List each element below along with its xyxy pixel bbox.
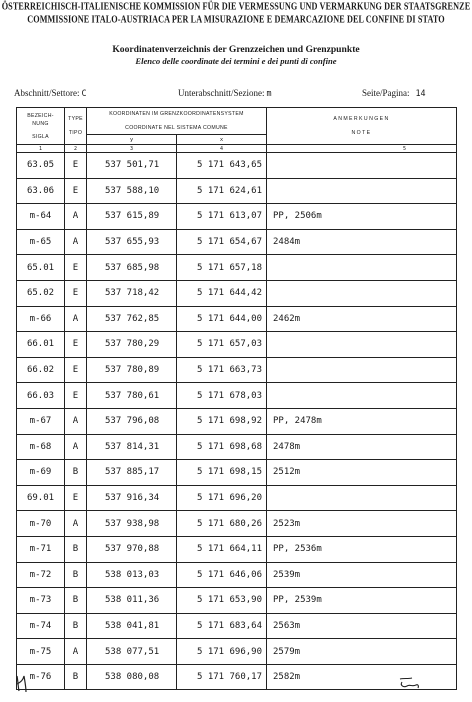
section-label: Abschnitt/Settore: (14, 88, 80, 98)
cell-note (267, 178, 457, 204)
subsection-field (178, 88, 272, 98)
cell-type: B (65, 460, 87, 486)
handwritten-signature-mark (398, 676, 420, 690)
cell-x-coordinate: 5 171 644,42 (177, 280, 267, 306)
cell-x-coordinate: 5 171 646,06 (177, 562, 267, 588)
table-row (17, 460, 457, 486)
cell-designation: m-64 (17, 204, 65, 230)
cell-designation: 69.01 (17, 485, 65, 511)
commission-title-it: COMMISSIONE ITALO-AUSTRIACA PER LA MISURAZIONE E DEMARCAZIONE DEL CONFINE DI STATO (27, 13, 445, 26)
subsection-label: Unterabschnitt/Sezione: (178, 88, 265, 98)
col-header-type-it: TIPO (68, 130, 83, 136)
cell-y-coordinate: 538 013,03 (87, 562, 177, 588)
cell-designation: 65.02 (17, 280, 65, 306)
cell-x-coordinate: 5 171 696,20 (177, 485, 267, 511)
cell-designation: m-76 (17, 664, 65, 690)
cell-y-coordinate: 537 916,34 (87, 485, 177, 511)
table-row (17, 255, 457, 281)
cell-y-coordinate: 538 080,08 (87, 664, 177, 690)
cell-y-coordinate: 537 970,88 (87, 536, 177, 562)
cell-note: 2462m (267, 306, 457, 332)
coordinate-table (16, 107, 457, 690)
cell-designation: m-68 (17, 434, 65, 460)
section-field (14, 88, 87, 98)
cell-y-coordinate: 537 762,85 (87, 306, 177, 332)
col-number-3: 3 (87, 145, 177, 153)
col-number-2: 2 (65, 145, 87, 153)
cell-type: B (65, 562, 87, 588)
cell-note (267, 153, 457, 179)
table-row (17, 383, 457, 409)
cell-note (267, 255, 457, 281)
cell-y-coordinate: 537 588,10 (87, 178, 177, 204)
cell-y-coordinate: 537 780,61 (87, 383, 177, 409)
section-value: C (81, 88, 87, 98)
handwritten-initials-mark (14, 672, 38, 694)
cell-x-coordinate: 5 171 663,73 (177, 357, 267, 383)
subsection-value: m (266, 88, 272, 98)
table-row (17, 229, 457, 255)
cell-type: B (65, 588, 87, 614)
cell-note: 2579m (267, 639, 457, 665)
table-row (17, 204, 457, 230)
cell-x-coordinate: 5 171 644,00 (177, 306, 267, 332)
cell-x-coordinate: 5 171 643,65 (177, 153, 267, 179)
table-row (17, 306, 457, 332)
col-header-coordinates (87, 108, 267, 135)
cell-designation: 65.01 (17, 255, 65, 281)
cell-type: A (65, 204, 87, 230)
cell-y-coordinate: 538 041,81 (87, 613, 177, 639)
cell-x-coordinate: 5 171 653,90 (177, 588, 267, 614)
cell-y-coordinate: 537 501,71 (87, 153, 177, 179)
cell-designation: m-73 (17, 588, 65, 614)
cell-x-coordinate: 5 171 657,03 (177, 332, 267, 358)
cell-designation: m-74 (17, 613, 65, 639)
coordinate-table-body (17, 108, 457, 690)
col-header-notes (267, 108, 457, 145)
page-field (362, 88, 426, 98)
col-header-coordinates-de: KOORDINATEN IM GRENZKOORDINATENSYSTEM (109, 111, 244, 117)
cell-type: A (65, 306, 87, 332)
cell-designation: m-70 (17, 511, 65, 537)
cell-type: A (65, 434, 87, 460)
table-row (17, 613, 457, 639)
col-number-5: 5 (267, 145, 457, 153)
cell-y-coordinate: 537 885,17 (87, 460, 177, 486)
cell-x-coordinate: 5 171 654,67 (177, 229, 267, 255)
cell-note: PP, 2506m (267, 204, 457, 230)
cell-note (267, 357, 457, 383)
col-number-4: 4 (177, 145, 267, 153)
page-label: Seite/Pagina: (362, 88, 410, 98)
cell-note: 2523m (267, 511, 457, 537)
table-row (17, 511, 457, 537)
cell-x-coordinate: 5 171 624,61 (177, 178, 267, 204)
col-header-notes-de: ANMERKUNGEN (333, 116, 390, 122)
col-number-1: 1 (17, 145, 65, 153)
page-value: 14 (415, 88, 426, 98)
cell-type: A (65, 639, 87, 665)
cell-designation: m-69 (17, 460, 65, 486)
cell-y-coordinate: 537 796,08 (87, 408, 177, 434)
cell-note (267, 280, 457, 306)
cell-designation: m-66 (17, 306, 65, 332)
cell-designation: 66.01 (17, 332, 65, 358)
cell-designation: m-71 (17, 536, 65, 562)
cell-note: 2484m (267, 229, 457, 255)
col-header-y: y (87, 135, 177, 145)
cell-type: E (65, 383, 87, 409)
cell-type: A (65, 511, 87, 537)
cell-note: 2563m (267, 613, 457, 639)
table-row (17, 280, 457, 306)
col-header-coordinates-it: COORDINATE NEL SISTEMA COMUNE (125, 125, 228, 131)
cell-y-coordinate: 538 011,36 (87, 588, 177, 614)
cell-x-coordinate: 5 171 683,64 (177, 613, 267, 639)
table-row (17, 434, 457, 460)
table-row (17, 536, 457, 562)
table-row (17, 485, 457, 511)
cell-note: 2582m (267, 664, 457, 690)
cell-type: E (65, 255, 87, 281)
cell-x-coordinate: 5 171 698,92 (177, 408, 267, 434)
cell-x-coordinate: 5 171 678,03 (177, 383, 267, 409)
cell-x-coordinate: 5 171 698,15 (177, 460, 267, 486)
table-row (17, 408, 457, 434)
cell-designation: 66.03 (17, 383, 65, 409)
col-header-designation-it: SIGLA (32, 133, 49, 140)
cell-type: E (65, 178, 87, 204)
cell-designation: m-72 (17, 562, 65, 588)
cell-type: B (65, 613, 87, 639)
cell-note: 2512m (267, 460, 457, 486)
commission-title-de: ÖSTERREICHISCH-ITALIENISCHE KOMMISSION FÜR DIE VERMESSUNG UND VERMARKUNG DER STAATSGRENZE (1, 0, 471, 13)
cell-x-coordinate: 5 171 680,26 (177, 511, 267, 537)
col-header-designation-de2: NUNG (32, 120, 49, 127)
cell-x-coordinate: 5 171 657,18 (177, 255, 267, 281)
cell-note: 2478m (267, 434, 457, 460)
cell-y-coordinate: 537 718,42 (87, 280, 177, 306)
cell-y-coordinate: 538 077,51 (87, 639, 177, 665)
cell-note: 2539m (267, 562, 457, 588)
column-number-row (17, 145, 457, 153)
cell-y-coordinate: 537 685,98 (87, 255, 177, 281)
cell-designation: 63.06 (17, 178, 65, 204)
cell-note: PP, 2539m (267, 588, 457, 614)
col-header-designation-de1: BEZEICH- (27, 112, 54, 119)
table-row (17, 153, 457, 179)
cell-designation: m-67 (17, 408, 65, 434)
cell-type: E (65, 332, 87, 358)
table-row (17, 664, 457, 690)
cell-type: E (65, 153, 87, 179)
cell-y-coordinate: 537 780,29 (87, 332, 177, 358)
cell-type: A (65, 408, 87, 434)
col-header-designation (17, 108, 65, 145)
cell-type: E (65, 357, 87, 383)
table-row (17, 588, 457, 614)
col-header-type-de: TYPE (68, 116, 83, 122)
cell-note (267, 332, 457, 358)
cell-note (267, 383, 457, 409)
col-header-type (65, 108, 87, 145)
cell-designation: m-65 (17, 229, 65, 255)
cell-x-coordinate: 5 171 664,11 (177, 536, 267, 562)
cell-y-coordinate: 537 814,31 (87, 434, 177, 460)
cell-type: B (65, 536, 87, 562)
cell-y-coordinate: 537 655,93 (87, 229, 177, 255)
document-title-de: Koordinatenverzeichnis der Grenzzeichen und Grenzpunkte (112, 44, 360, 55)
cell-note (267, 485, 457, 511)
table-row (17, 357, 457, 383)
cell-y-coordinate: 537 938,98 (87, 511, 177, 537)
cell-x-coordinate: 5 171 760,17 (177, 664, 267, 690)
col-header-x: x (177, 135, 267, 145)
cell-y-coordinate: 537 780,89 (87, 357, 177, 383)
header-row-1 (17, 108, 457, 135)
cell-designation: 66.02 (17, 357, 65, 383)
cell-x-coordinate: 5 171 698,68 (177, 434, 267, 460)
table-row (17, 639, 457, 665)
cell-note: PP, 2478m (267, 408, 457, 434)
cell-y-coordinate: 537 615,89 (87, 204, 177, 230)
cell-x-coordinate: 5 171 696,90 (177, 639, 267, 665)
cell-designation: 63.05 (17, 153, 65, 179)
col-header-notes-it: NOTE (351, 130, 372, 136)
cell-note: PP, 2536m (267, 536, 457, 562)
cell-x-coordinate: 5 171 613,07 (177, 204, 267, 230)
table-row (17, 178, 457, 204)
cell-type: A (65, 229, 87, 255)
table-row (17, 562, 457, 588)
cell-type: B (65, 664, 87, 690)
document-title-it: Elenco delle coordinate dei termini e dei punti di confine (135, 56, 337, 66)
cell-designation: m-75 (17, 639, 65, 665)
table-row (17, 332, 457, 358)
cell-type: E (65, 280, 87, 306)
cell-type: E (65, 485, 87, 511)
